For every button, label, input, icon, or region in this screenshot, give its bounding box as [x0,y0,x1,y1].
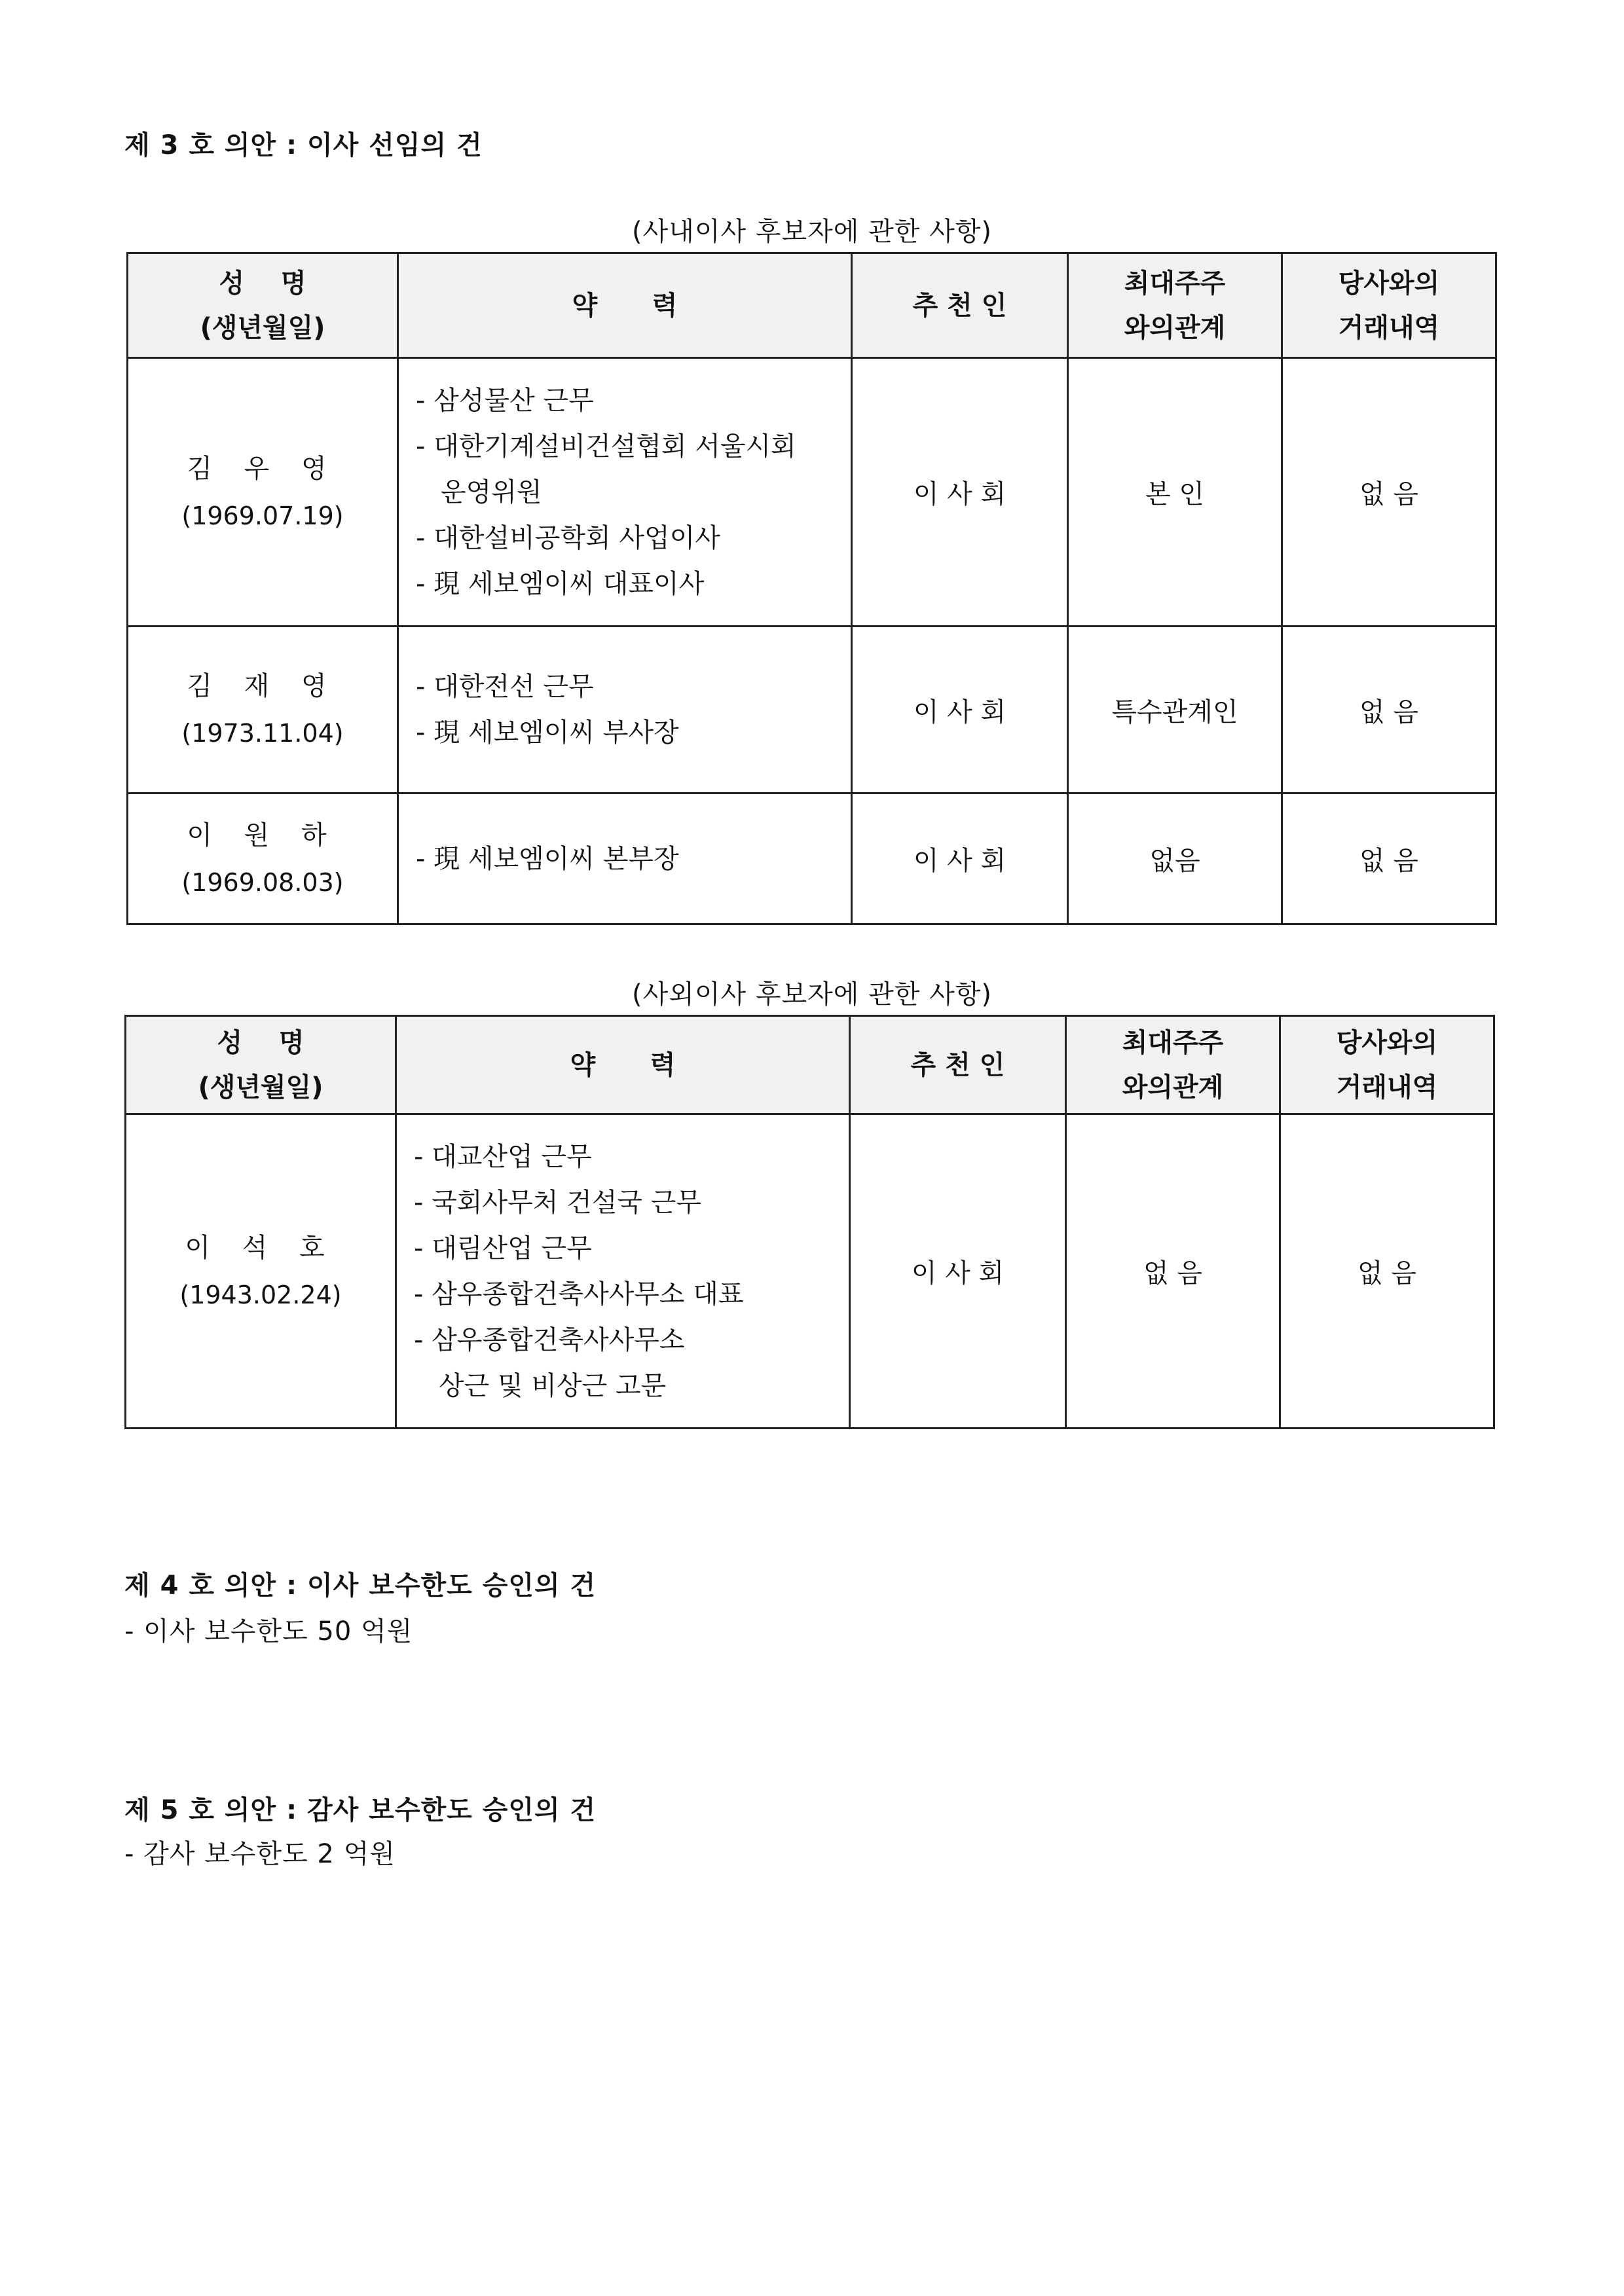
header-career: 약 력 [396,1016,850,1114]
career-cell: - 삼성물산 근무 - 대한기계설비건설협회 서울시회 운영위원 - 대한설비공학회 사업이사 - 現 세보엠이씨 대표이사 [398,358,852,627]
career-cell: - 現 세보엠이씨 본부장 [398,793,852,924]
candidate-name-cell: 이 석 호 (1943.02.24) [126,1114,396,1429]
table-row [128,358,1496,627]
header-transactions: 당사와의 거래내역 [1282,253,1496,358]
header-relation: 최대주주 와의관계 [1068,253,1282,358]
relation-cell: 없음 [1068,793,1282,924]
table-header-row [128,253,1496,358]
header-name: 성 명 (생년월일) [128,253,398,358]
transactions-cell: 없 음 [1282,793,1496,924]
agenda-5-detail: - 감사 보수한도 2 억원 [124,1839,396,1869]
recommender-cell: 이 사 회 [852,358,1068,627]
inside-director-table [126,252,1497,925]
header-name: 성 명 (생년월일) [126,1016,396,1114]
outside-director-caption: (사외이사 후보자에 관한 사항) [631,979,993,1010]
career-cell: - 대교산업 근무 - 국회사무처 건설국 근무 - 대림산업 근무 - 삼우종합건축사사무소 대표 - 삼우종합건축사사무소 상근 및 비상근 고문 [396,1114,850,1429]
table-row [128,627,1496,793]
table-header-row [126,1016,1494,1114]
candidate-name-cell: 김 우 영 (1969.07.19) [128,358,398,627]
agenda-4-detail: - 이사 보수한도 50 억원 [124,1616,413,1647]
recommender-cell: 이 사 회 [852,793,1068,924]
table-row [126,1114,1494,1429]
relation-cell: 본 인 [1068,358,1282,627]
header-recommender: 추 천 인 [852,253,1068,358]
candidate-name-cell: 이 원 하 (1969.08.03) [128,793,398,924]
header-relation: 최대주주 와의관계 [1066,1016,1280,1114]
transactions-cell: 없 음 [1282,358,1496,627]
header-career: 약 력 [398,253,852,358]
career-cell: - 대한전선 근무 - 現 세보엠이씨 부사장 [398,627,852,793]
relation-cell: 특수관계인 [1068,627,1282,793]
transactions-cell: 없 음 [1280,1114,1494,1429]
inside-director-caption: (사내이사 후보자에 관한 사항) [631,217,993,247]
relation-cell: 없 음 [1066,1114,1280,1429]
recommender-cell: 이 사 회 [852,627,1068,793]
candidate-name-cell: 김 재 영 (1973.11.04) [128,627,398,793]
header-recommender: 추 천 인 [850,1016,1066,1114]
agenda-4-title: 제 4 호 의안 : 이사 보수한도 승인의 건 [124,1571,597,1601]
agenda-3-title: 제 3 호 의안 : 이사 선임의 건 [124,130,483,160]
header-transactions: 당사와의 거래내역 [1280,1016,1494,1114]
recommender-cell: 이 사 회 [850,1114,1066,1429]
agenda-5-title: 제 5 호 의안 : 감사 보수한도 승인의 건 [124,1795,597,1825]
outside-director-table [124,1015,1495,1429]
table-row [128,793,1496,924]
transactions-cell: 없 음 [1282,627,1496,793]
